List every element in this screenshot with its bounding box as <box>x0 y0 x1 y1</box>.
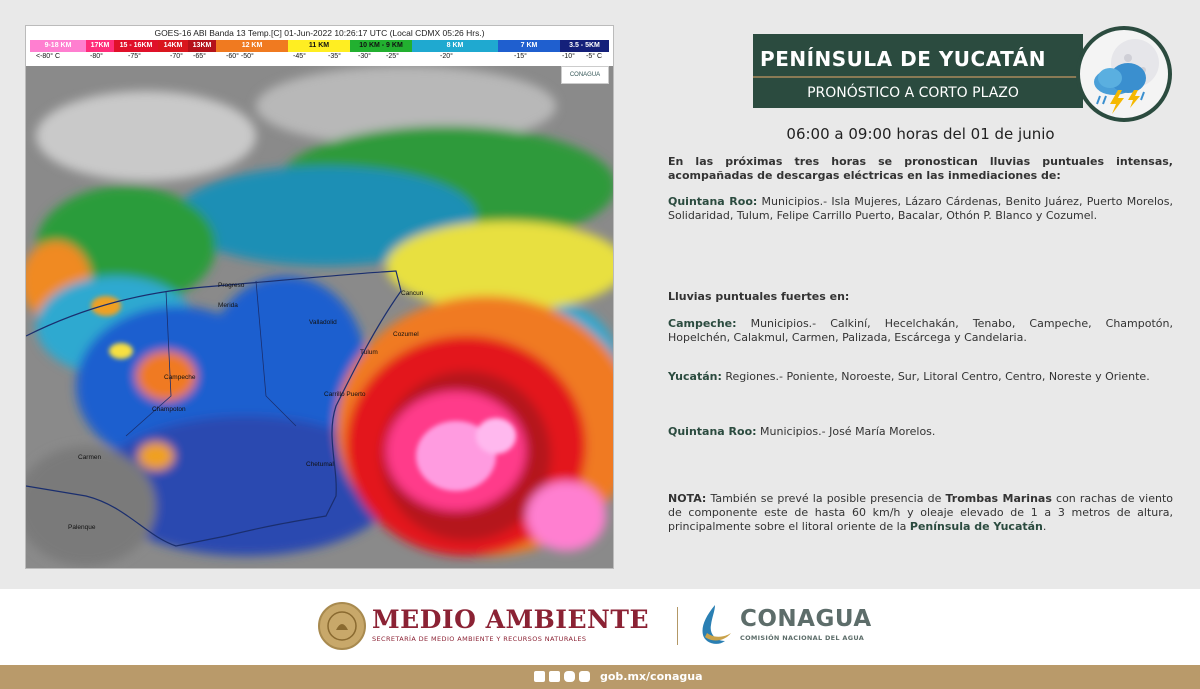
place-cozumel: Cozumel <box>393 331 419 338</box>
temp-label: -70° <box>170 53 183 60</box>
scale-cell: 14KM <box>158 40 188 52</box>
gob-link[interactable]: gob.mx/conagua <box>600 670 703 683</box>
instagram-icon[interactable] <box>564 671 575 682</box>
place-carrillo-puerto: Carrillo Puerto <box>324 391 366 398</box>
forecast-time-range: 06:00 a 09:00 horas del 01 de junio <box>786 125 1055 143</box>
note-end: . <box>1042 520 1047 533</box>
place-tulum: Tulum <box>360 349 378 356</box>
scale-cell: 9-18 KM <box>30 40 86 52</box>
scale-cell: 7 KM <box>498 40 560 52</box>
conagua-subtitle: COMISIÓN NACIONAL DEL AGUA <box>740 634 865 642</box>
temp-label: -45° <box>293 53 306 60</box>
municipality-list: Municipios.- José María Morelos. <box>756 425 936 438</box>
title-divider <box>753 76 1083 78</box>
conagua-title: CONAGUA <box>740 606 872 632</box>
municipality-list: Municipios.- Calkiní, Hecelchakán, Tenabo, Campeche, Champotón, Hopelchén, Calakmul, Carmen, Palizada, Escárcega y Candelaria. <box>668 317 1173 344</box>
title-banner <box>753 34 1083 108</box>
temp-label: -30° <box>358 53 371 60</box>
facebook-icon[interactable] <box>534 671 545 682</box>
strong-rain-item-quintana-roo <box>668 425 1173 439</box>
place-chetumal: Chetumal <box>306 461 334 468</box>
region-list: Regiones.- Poniente, Noroeste, Sur, Litoral Centro, Centro, Noreste y Oriente. <box>721 370 1150 383</box>
place-carmen: Carmen <box>78 454 102 461</box>
strong-rain-header: Lluvias puntuales fuertes en: <box>668 290 850 303</box>
youtube-icon[interactable] <box>579 671 590 682</box>
page-subtitle: PRONÓSTICO A CORTO PLAZO <box>807 85 1019 101</box>
place-champoton: Champoton <box>152 406 186 413</box>
temp-label: -25° <box>386 53 399 60</box>
scale-cell: 3.5 - 5KM <box>560 40 609 52</box>
temp-label: -75° <box>128 53 141 60</box>
state-label: Campeche: <box>668 317 737 330</box>
intense-rain-item <box>668 195 1173 223</box>
strong-rain-item-campeche <box>668 317 1173 345</box>
temp-label: -10° <box>562 53 575 60</box>
place-palenque: Palenque <box>68 524 96 531</box>
semarnat-title: MEDIO AMBIENTE <box>372 605 650 634</box>
municipality-list: Municipios.- Isla Mujeres, Lázaro Cárdenas, Benito Juárez, Puerto Morelos, Solidaridad, Tulum, Felipe Carrillo Puerto, Bacalar, Othón P. Blanco y Cozumel. <box>668 195 1173 222</box>
scale-cell: 12 KM <box>216 40 288 52</box>
temp-label: -35° <box>328 53 341 60</box>
note-highlight: Trombas Marinas <box>945 492 1052 505</box>
altitude-color-scale <box>30 40 609 52</box>
twitter-icon[interactable] <box>549 671 560 682</box>
intro-text: En las próximas tres horas se pronostican lluvias puntuales intensas, acompañadas de descargas eléctricas en las inmediaciones de: <box>668 155 1173 182</box>
national-seal-icon <box>318 602 366 650</box>
satellite-map <box>26 66 613 568</box>
storm-cloud-icon <box>1076 26 1172 122</box>
scale-cell: 8 KM <box>412 40 498 52</box>
note-text: También se prevé la posible presencia de <box>706 492 946 505</box>
scale-cell: 11 KM <box>288 40 350 52</box>
temp-label: -80° <box>90 53 103 60</box>
scale-cell: 17KM <box>86 40 114 52</box>
place-campeche: Campeche <box>164 374 196 381</box>
temp-label: -5° C <box>586 53 603 60</box>
scale-cell: 13KM <box>188 40 216 52</box>
footer <box>0 589 1200 665</box>
note-label: NOTA: <box>668 492 707 505</box>
place-valladolid: Valladolid <box>309 319 337 326</box>
temp-label: -20° <box>440 53 453 60</box>
social-bar <box>0 665 1200 689</box>
temp-label: -15° <box>514 53 527 60</box>
footer-divider <box>677 607 678 645</box>
satellite-title: GOES-16 ABI Banda 13 Temp.[C] 01-Jun-2022 10:26:17 UTC (Local CDMX 05:26 Hrs.) <box>154 28 485 38</box>
place-cancun: Cancun <box>401 290 424 297</box>
state-label: Quintana Roo: <box>668 425 757 438</box>
conagua-logo-icon <box>697 603 733 647</box>
page-title: PENÍNSULA DE YUCATÁN <box>760 47 1046 71</box>
temp-label: <-80° C <box>36 53 61 60</box>
place-merida: Merida <box>218 302 238 309</box>
note-text: con rachas de viento de componente este de hasta 60 km/h y oleaje elevado de 1 a 3 metros de altura, principalmente sobre el litoral oriente de la <box>668 492 1173 533</box>
strong-rain-item-yucatan <box>668 370 1173 384</box>
state-label: Yucatán: <box>668 370 722 383</box>
satellite-image-panel <box>25 25 614 569</box>
semarnat-subtitle: SECRETARÍA DE MEDIO AMBIENTE Y RECURSOS NATURALES <box>372 635 587 643</box>
satellite-header <box>26 26 613 66</box>
temp-label: -65° <box>193 53 206 60</box>
state-label: Quintana Roo: <box>668 195 758 208</box>
place-progreso: Progreso <box>218 282 245 289</box>
scale-cell: 10 KM - 9 KM <box>350 40 412 52</box>
temp-label: -60° -50° <box>226 53 254 60</box>
note-paragraph <box>668 492 1173 534</box>
conagua-badge: CONAGUA <box>561 66 609 84</box>
temperature-scale <box>30 53 609 64</box>
note-place: Península de Yucatán <box>909 520 1043 533</box>
scale-cell: 15 - 16KM <box>114 40 158 52</box>
